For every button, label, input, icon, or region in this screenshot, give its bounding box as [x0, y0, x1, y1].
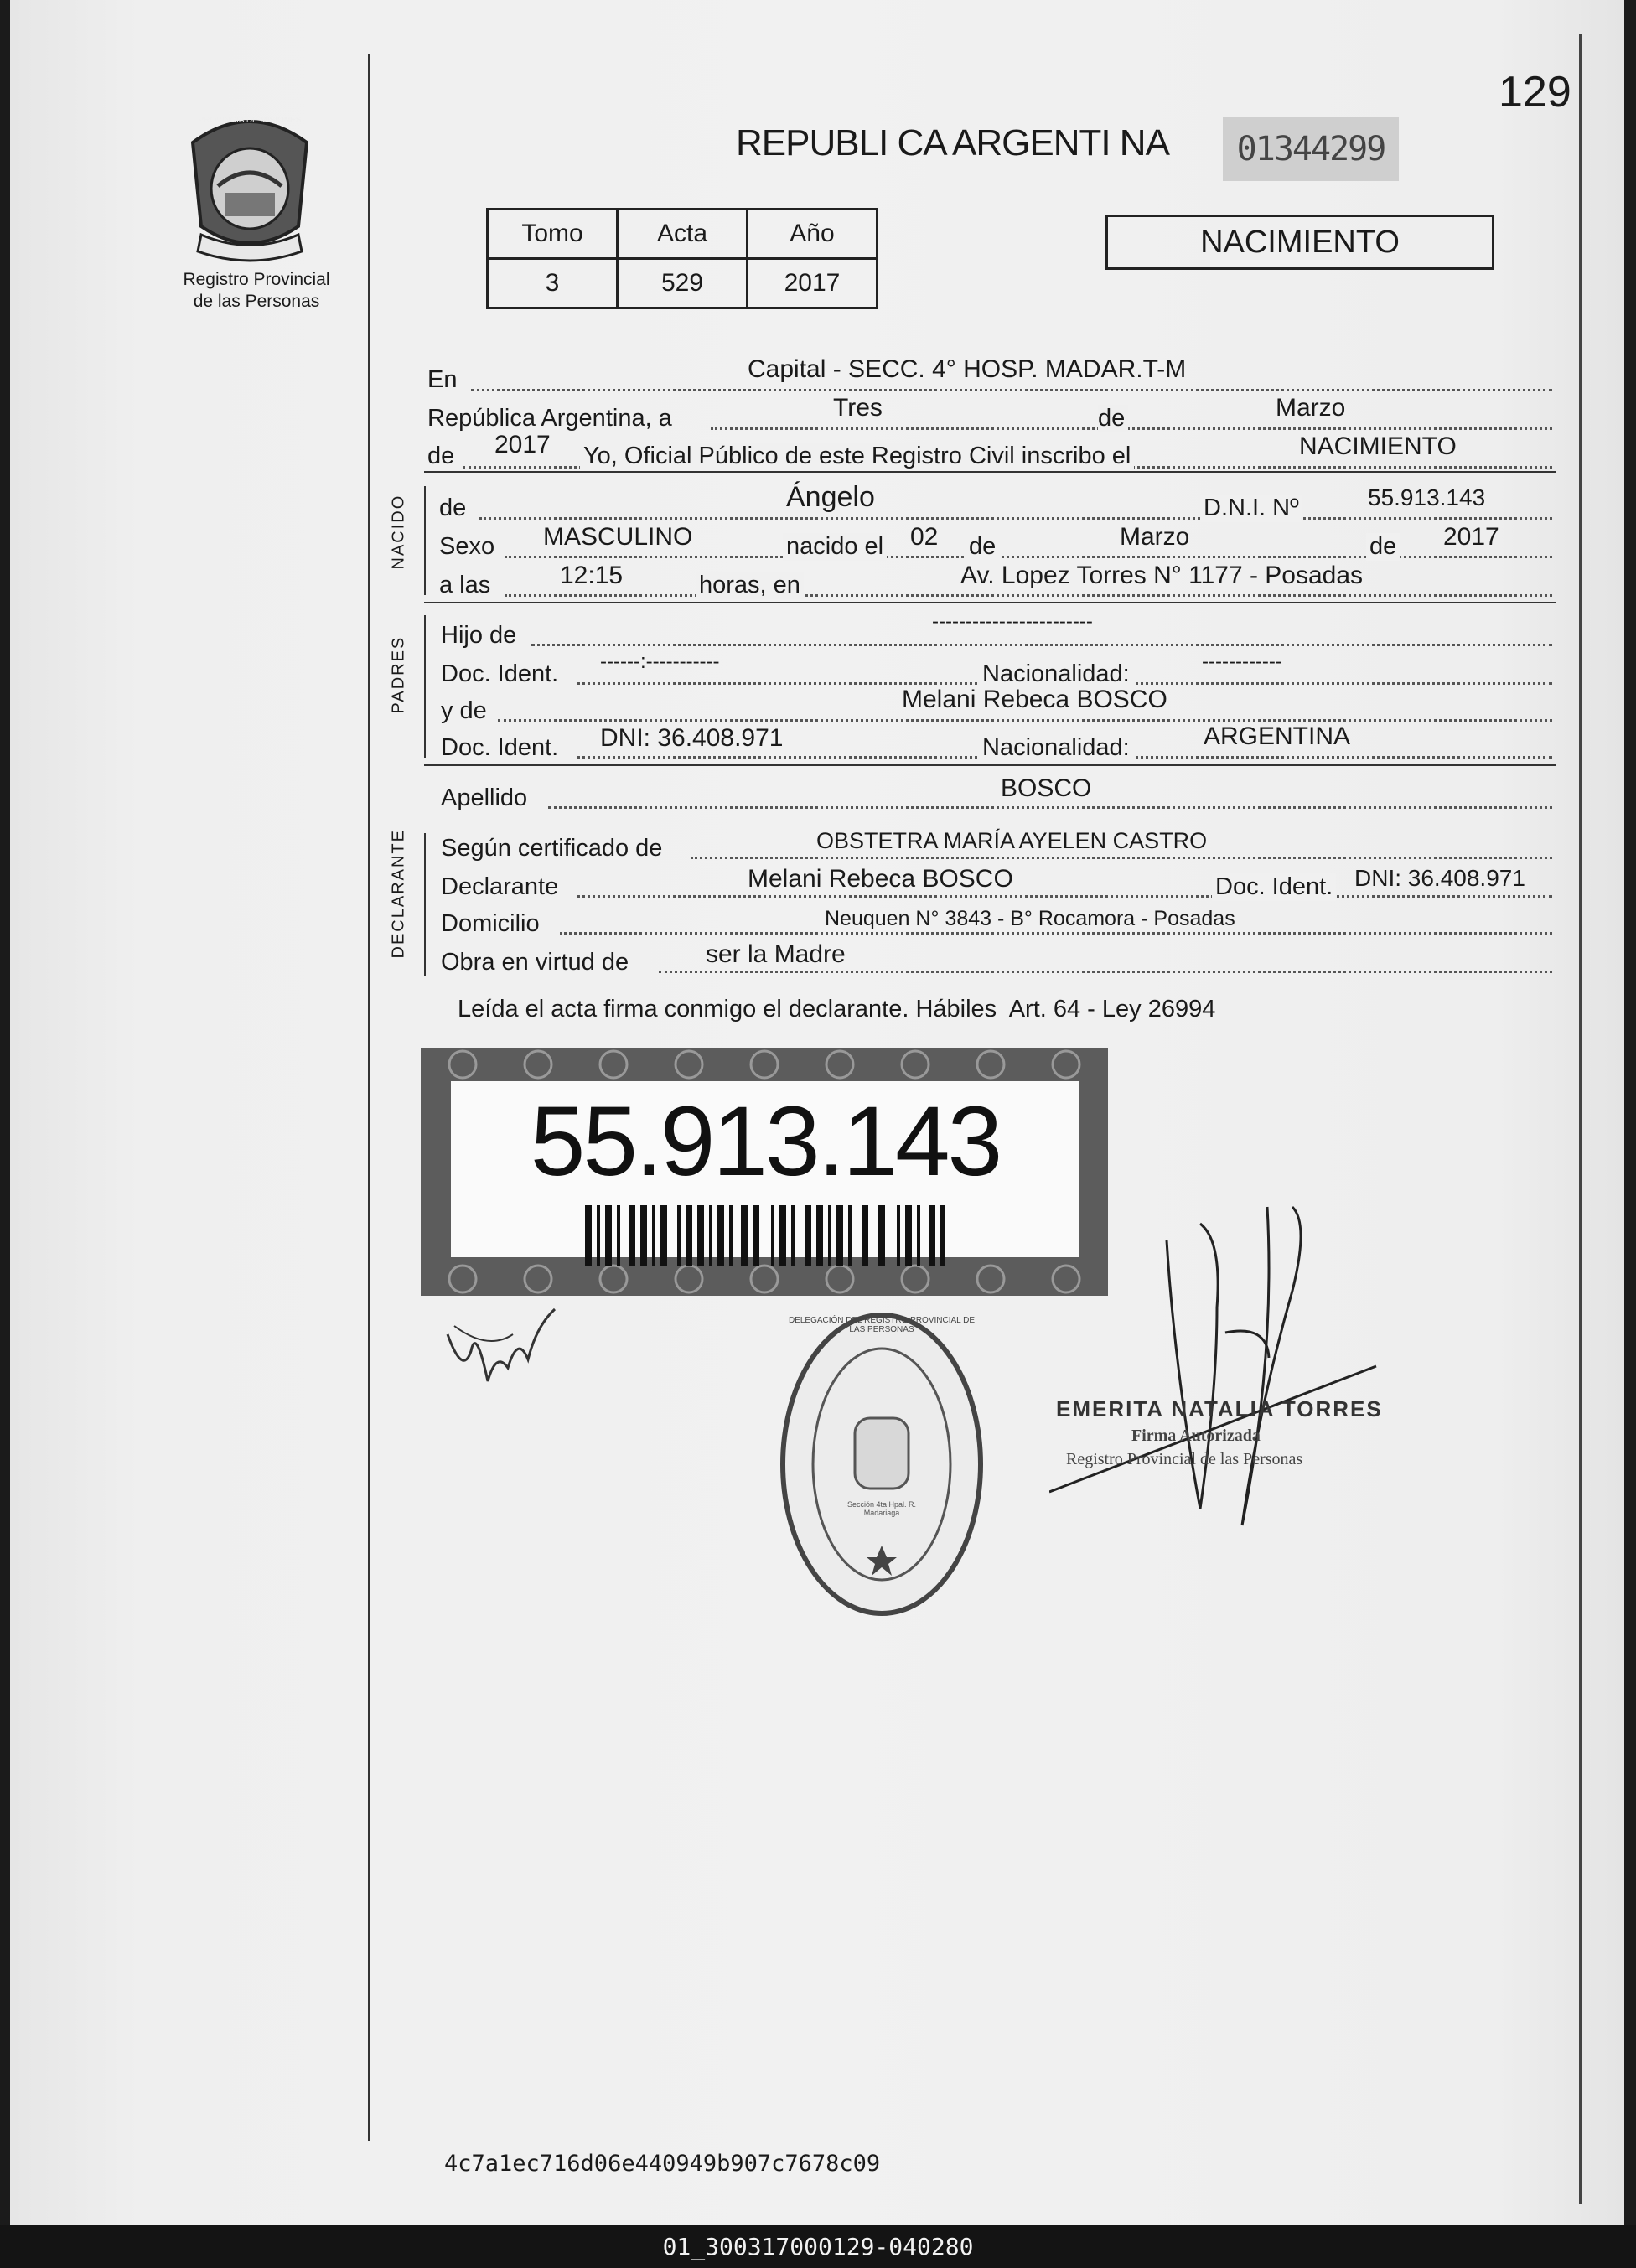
- declarante-label: Declarante: [441, 873, 559, 900]
- dotted-line: [471, 389, 1552, 391]
- domicilio-label: Domicilio: [441, 910, 540, 937]
- officer-signature: [1049, 1190, 1401, 1542]
- sexo-value: MASCULINO: [543, 523, 693, 551]
- domicilio-value: Neuquen N° 3843 - B° Rocamora - Posadas: [825, 907, 1235, 930]
- section-declarante-label: DECLARANTE: [389, 829, 408, 959]
- birth-day: 02: [910, 523, 939, 551]
- declarant-signature: [437, 1301, 563, 1393]
- officer-title: Firma Autorizada: [1131, 1427, 1261, 1445]
- table-value-tomo: 3: [488, 259, 618, 308]
- en-label: En: [427, 366, 458, 393]
- nacido-de-label: de: [439, 495, 467, 521]
- document-page: [10, 0, 1624, 2225]
- birth-month: Marzo: [1120, 523, 1190, 551]
- dotted-line: [577, 895, 1552, 898]
- dni-sticker: [421, 1048, 1108, 1296]
- table-value-acta: 529: [618, 259, 748, 308]
- dotted-line: [691, 857, 1552, 859]
- hora-label: a las: [439, 572, 491, 598]
- y-de-label: y de: [441, 697, 487, 724]
- misiones-emblem: [176, 109, 324, 265]
- official-text: Yo, Oficial Público de este Registro Civil inscribo el: [580, 443, 1134, 470]
- table-header-acta: Acta: [618, 210, 748, 259]
- apellido-value: BOSCO: [1001, 774, 1092, 802]
- document-hash: 4c7a1ec716d06e440949b907c7678c09: [444, 2151, 881, 2177]
- dotted-line: [548, 806, 1552, 809]
- child-dni: 55.913.143: [1368, 484, 1486, 510]
- section-bracket: [424, 486, 426, 595]
- child-name: Ángelo: [786, 481, 875, 513]
- section-divider: [424, 602, 1556, 603]
- father-name: ------------------------: [932, 610, 1093, 633]
- declarante-value: Melani Rebeca BOSCO: [748, 865, 1013, 893]
- sticker-label: [451, 1081, 1079, 1257]
- apellido-label: Apellido: [441, 784, 528, 811]
- officer-name: EMERITA NATALIA TORRES: [1056, 1396, 1383, 1421]
- de-label: de: [1366, 533, 1400, 561]
- sexo-label: Sexo: [439, 533, 495, 560]
- tomo-acta-table: [486, 208, 878, 309]
- section-padres-label: PADRES: [389, 635, 408, 714]
- right-margin-line: [1579, 34, 1582, 2204]
- hijo-de-label: Hijo de: [441, 622, 517, 649]
- file-id-bar: [0, 2225, 1636, 2268]
- closing-text: Leída el acta firma conmigo el declarante. Hábiles Art. 64 - Ley 26994: [458, 996, 1216, 1023]
- dotted-line: [498, 719, 1552, 722]
- dni-label: D.N.I. Nº: [1200, 495, 1302, 522]
- birth-year: 2017: [1443, 523, 1499, 551]
- birth-time: 12:15: [560, 562, 624, 589]
- officer-registry: Registro Provincial de las Personas: [1066, 1450, 1303, 1468]
- event-value: NACIMIENTO: [1299, 432, 1457, 460]
- dotted-line: [479, 517, 1552, 520]
- official-seal: [778, 1309, 986, 1619]
- table-value-ano: 2017: [748, 259, 878, 308]
- day-text: Tres: [833, 394, 883, 422]
- nacido-el-label: nacido el: [783, 533, 887, 561]
- cert-value: OBSTETRA MARÍA AYELEN CASTRO: [816, 828, 1208, 853]
- cert-label: Según certificado de: [441, 835, 663, 862]
- file-id: 01_300317000129-040280: [662, 2233, 974, 2260]
- republic-label: República Argentina, a: [427, 405, 672, 432]
- registry-label-2: de las Personas: [193, 292, 320, 311]
- country-title: REPUBLI CA ARGENTI NA: [736, 122, 1169, 163]
- horas-label: horas, en: [696, 572, 804, 599]
- year-prefix: de: [427, 443, 455, 469]
- dotted-line: [560, 932, 1552, 935]
- obra-value: ser la Madre: [706, 940, 846, 968]
- de-label: de: [1098, 405, 1128, 432]
- section-divider: [424, 471, 1556, 473]
- dotted-line: [711, 427, 1552, 430]
- table-header-ano: Año: [748, 210, 878, 259]
- doc-ident-label: Doc. Ident.: [441, 734, 559, 761]
- emblem-text: PROVINCIA DE MISIONES: [198, 116, 302, 125]
- mother-name: Melani Rebeca BOSCO: [902, 686, 1167, 713]
- table-header-tomo: Tomo: [488, 210, 618, 259]
- dotted-line: [531, 644, 1552, 646]
- section-nacido-label: NACIDO: [389, 494, 408, 570]
- de-label: de: [966, 533, 999, 561]
- seal-text: DELEGACIÓN DEL REGISTRO PROVINCIAL DE LAS PERSONAS: [788, 1316, 976, 1334]
- father-doc: ------:-----------: [600, 650, 720, 673]
- seal-inner-text: Sección 4ta Hpal. R. Madariaga: [846, 1500, 917, 1517]
- place-value: Capital - SECC. 4° HOSP. MADAR.T-M: [748, 355, 1187, 383]
- dotted-line: [659, 971, 1552, 973]
- doc-ident-label: Doc. Ident.: [1212, 873, 1336, 901]
- declarante-doc: DNI: 36.408.971: [1354, 865, 1525, 891]
- mother-doc: DNI: 36.408.971: [600, 724, 784, 752]
- section-bracket: [424, 833, 426, 976]
- birth-place: Av. Lopez Torres N° 1177 - Posadas: [960, 562, 1364, 589]
- dotted-line: [505, 594, 1552, 597]
- section-bracket: [424, 615, 426, 758]
- page-number: 129: [1499, 68, 1571, 117]
- month-value: Marzo: [1276, 394, 1346, 422]
- barcode: [585, 1205, 945, 1266]
- obra-label: Obra en virtud de: [441, 949, 629, 976]
- sticker-dni-number: 55.913.143: [530, 1086, 1001, 1197]
- father-nationality: ------------: [1202, 650, 1282, 673]
- mother-nationality: ARGENTINA: [1204, 722, 1351, 750]
- doc-ident-label: Doc. Ident.: [441, 660, 559, 687]
- year-value: 2017: [494, 431, 551, 458]
- nacionalidad-label: Nacionalidad:: [979, 734, 1133, 762]
- section-divider: [424, 764, 1556, 766]
- serial-number: 01344299: [1223, 117, 1399, 181]
- nacionalidad-label: Nacionalidad:: [979, 660, 1133, 688]
- left-margin-line: [368, 54, 370, 2141]
- registry-label-1: Registro Provincial: [183, 270, 330, 289]
- act-type-box: NACIMIENTO: [1105, 215, 1494, 270]
